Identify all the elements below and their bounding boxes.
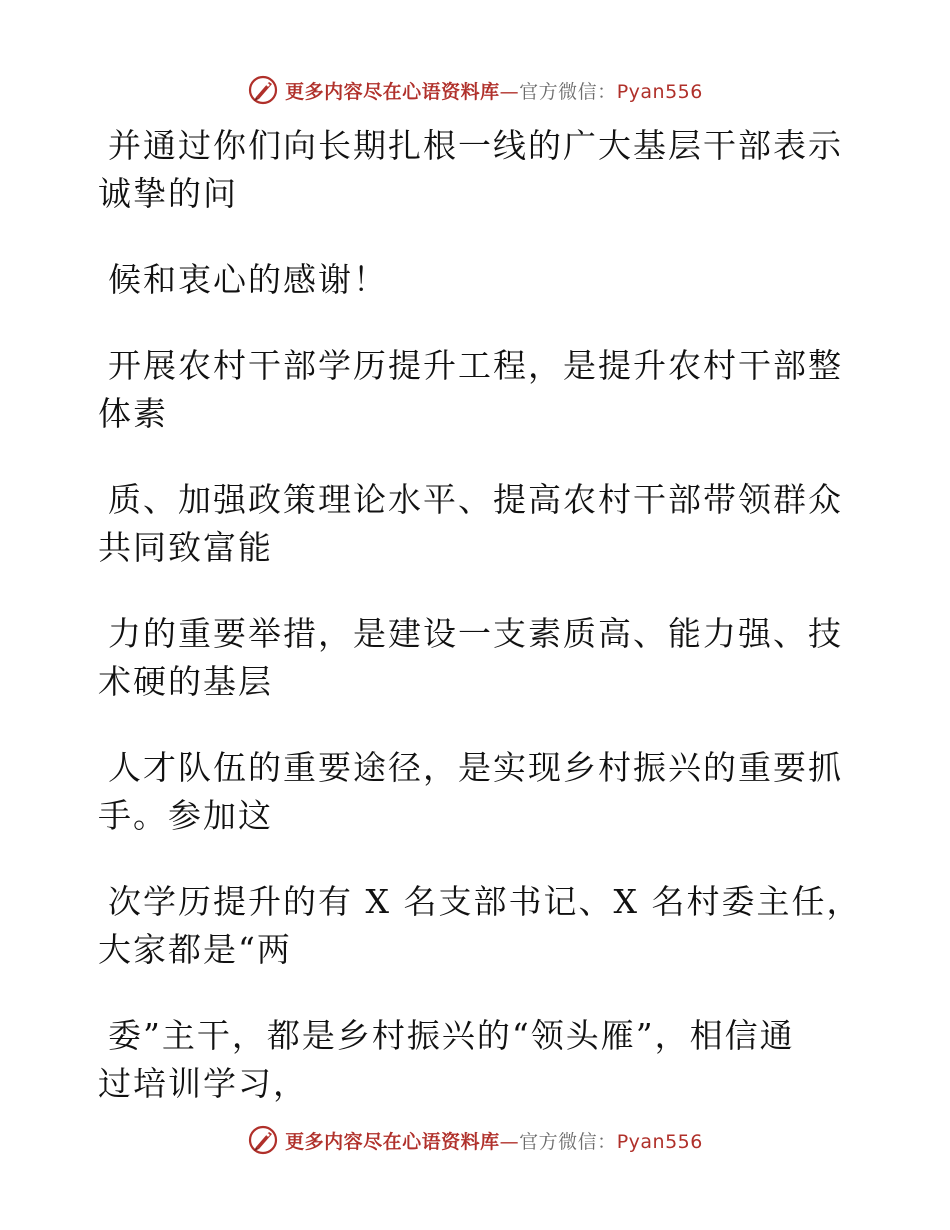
paragraph: [98, 1012, 838, 1108]
footer-watermark: [0, 1120, 950, 1160]
watermark-main-text: 更多内容尽在心语资料库: [285, 80, 500, 103]
paragraph-line: 共同致富能: [98, 528, 273, 567]
paragraph: [98, 744, 843, 840]
watermark-wechat-id: Pyan556: [616, 80, 703, 103]
paragraph: [98, 476, 843, 572]
quill-pen-logo-icon: [247, 1124, 279, 1156]
paragraph: [98, 610, 843, 706]
watermark-wechat-id: Pyan556: [616, 1130, 703, 1153]
paragraph-line: 开展农村干部学历提升工程，是提升农村干部整: [108, 346, 843, 385]
paragraph: [98, 878, 862, 974]
watermark-wechat-label: 官方微信：: [519, 80, 617, 103]
paragraph-line: 体素: [98, 394, 168, 433]
watermark-dash: —: [499, 1130, 520, 1153]
paragraph: [98, 256, 838, 304]
paragraph-line: 力的重要举措，是建设一支素质高、能力强、技: [108, 614, 843, 653]
paragraph-line: 委”主干，都是乡村振兴的“领头雁”，相信通: [108, 1016, 795, 1055]
document-body: [98, 122, 862, 1146]
paragraph-line: 人才队伍的重要途径，是实现乡村振兴的重要抓: [108, 748, 843, 787]
paragraph-line: 诚挚的问: [98, 174, 238, 213]
paragraph-line: 候和衷心的感谢！: [108, 260, 388, 299]
paragraph-line: 过培训学习，: [98, 1064, 308, 1103]
paragraph-line: 术硬的基层: [98, 662, 273, 701]
header-watermark: [0, 70, 950, 110]
paragraph: [98, 122, 843, 218]
paragraph-line: 次学历提升的有 X 名支部书记、X 名村委主任，: [108, 882, 862, 921]
paragraph-line: 质、加强政策理论水平、提高农村干部带领群众: [108, 480, 843, 519]
quill-pen-logo-icon: [247, 74, 279, 106]
paragraph-line: 手。参加这: [98, 796, 273, 835]
paragraph-line: 并通过你们向长期扎根一线的广大基层干部表示: [108, 126, 843, 165]
watermark-main-text: 更多内容尽在心语资料库: [285, 1130, 500, 1153]
paragraph: [98, 342, 843, 438]
watermark-dash: —: [499, 80, 520, 103]
watermark-wechat-label: 官方微信：: [519, 1130, 617, 1153]
paragraph-line: 大家都是“两: [98, 930, 292, 969]
